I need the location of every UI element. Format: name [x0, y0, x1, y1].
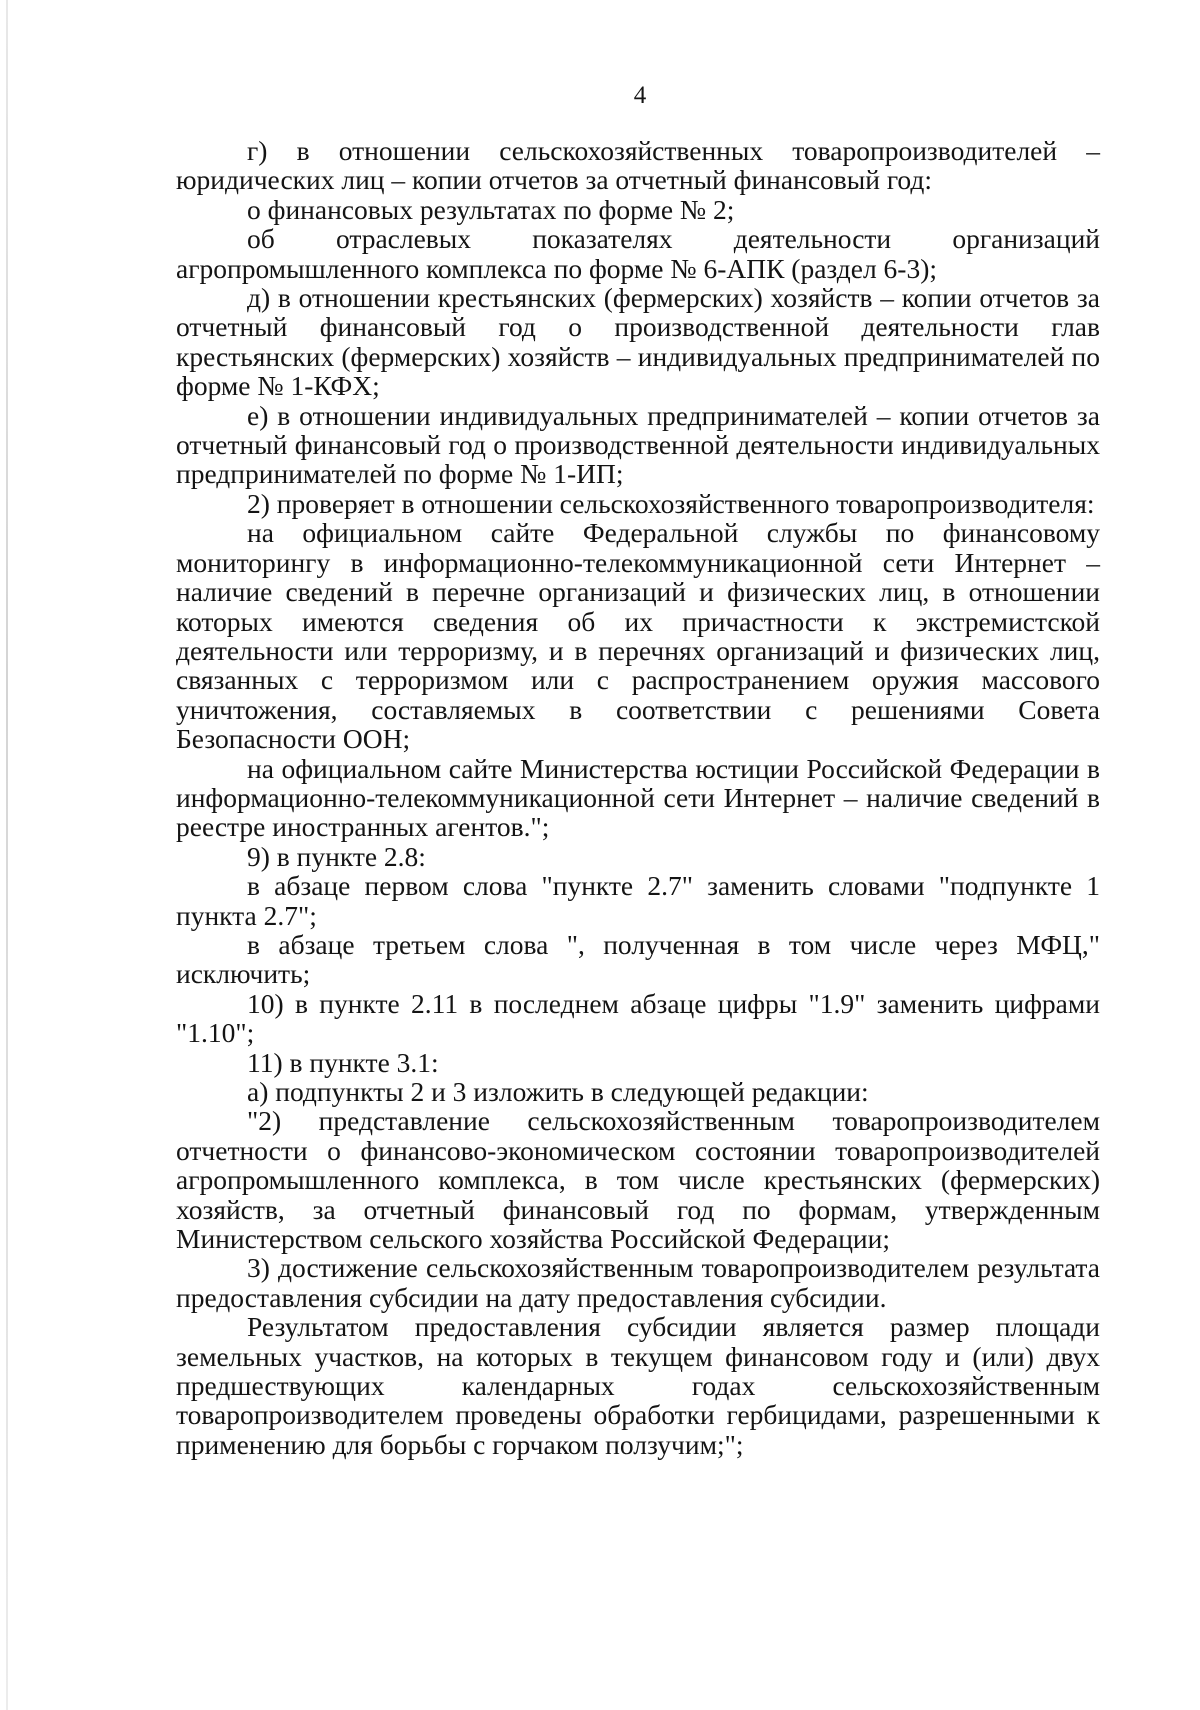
paragraph-industry-indicators-form: об отраслевых показателях деятельности организаций агропромышленного комплекса по форме № 6-АПК (раздел 6-3); — [176, 223, 1100, 284]
paragraph-g-legal-entities: г) в отношении сельскохозяйственных товаропроизводителей – юридических лиц – копии отчетов за отчетный финансовый год: — [176, 135, 1100, 196]
document-body — [176, 136, 1100, 1459]
paragraph-subclause-2-reporting: "2) представление сельскохозяйственным товаропроизводителем отчетности о финансово-экономическом состоянии товаропроизводителей агропромышленного комплекса, в том числе крестьянских (фермерских) хозяйств, за отчетный финансовый год по формам, утвержденным Министерством сельского хозяйства Российской Федерации; — [176, 1105, 1100, 1255]
page-number: 4 — [633, 82, 647, 109]
paragraph-ministry-of-justice-check: на официальном сайте Министерства юстиции Российской Федерации в информационно-телекоммуникационной сети Интернет – наличие сведений в реестре иностранных агентов."; — [176, 752, 1100, 843]
paragraph-2-verification: 2) проверяет в отношении сельскохозяйственного товаропроизводителя: — [247, 487, 1095, 519]
paragraph-10-clause-2-11: 10) в пункте 2.11 в последнем абзаце цифры "1.9" заменить цифрами "1.10"; — [176, 987, 1100, 1049]
paragraph-subclause-3-result: 3) достижение сельскохозяйственным товаропроизводителем результата предоставления субсидии на дату предоставления субсидии. — [176, 1252, 1100, 1313]
paragraph-9-clause-2-8: 9) в пункте 2.8: — [247, 840, 426, 872]
paragraph-11-clause-3-1: 11) в пункте 3.1: — [247, 1046, 439, 1078]
paragraph-first-indent-amendment: в абзаце первом слова "пункте 2.7" заменить словами "подпункте 1 пункта 2.7"; — [176, 870, 1100, 931]
paragraph-subsidy-result-definition: Результатом предоставления субсидии является размер площади земельных участков, на которых в текущем финансовом году и (или) двух предшествующих календарных годах сельскохозяйственным товаропроизводителем проведены обработки гербицидами, разрешенными к применению для борьбы с горчаком ползучим;"; — [176, 1311, 1100, 1460]
paragraph-e-individual-entrepreneurs: е) в отношении индивидуальных предпринимателей – копии отчетов за отчетный финансовый год о производственной деятельности индивидуальных предпринимателей по форме № 1-ИП; — [176, 399, 1100, 490]
paragraph-a-subclauses-2-3: а) подпункты 2 и 3 изложить в следующей редакции: — [247, 1076, 869, 1107]
paragraph-financial-monitoring-check: на официальном сайте Федеральной службы по финансовому мониторингу в информационно-телекоммуникационной сети Интернет – наличие сведений в перечне организаций и физических лиц, в отношении которых имеются сведения об их причастности к экстремистской деятельности или терроризму, и в перечнях организаций и физических лиц, связанных с терроризмом или с распространением оружия массового уничтожения, составляемых в соответствии с решениями Совета Безопасности ООН; — [176, 517, 1100, 755]
scan-edge-shadow — [6, 0, 8, 1710]
paragraph-d-farm-households: д) в отношении крестьянских (фермерских) хозяйств – копии отчетов за отчетный финансовый год о производственной деятельности глав крестьянских (фермерских) хозяйств – индивидуальных предпринимателей по форме № 1-КФХ; — [176, 282, 1100, 402]
paragraph-financial-results-form: о финансовых результатах по форме № 2; — [247, 193, 735, 225]
paragraph-third-indent-amendment: в абзаце третьем слова ", полученная в том числе через МФЦ," исключить; — [176, 928, 1100, 990]
